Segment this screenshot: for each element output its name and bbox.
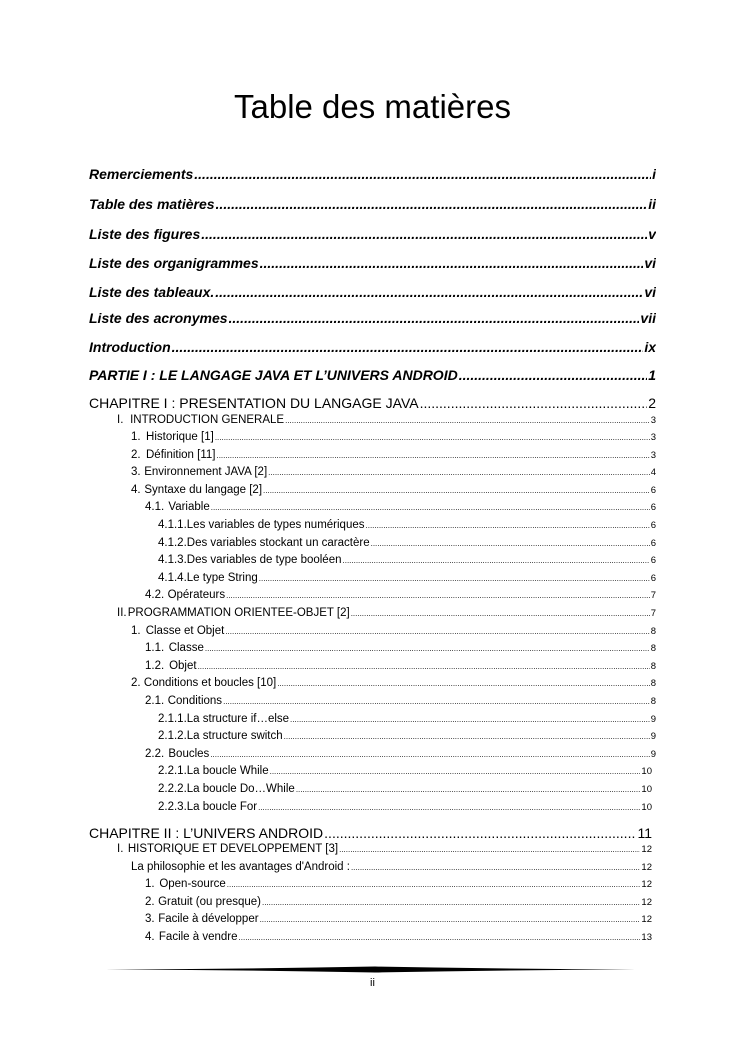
toc-entry-page: 2 — [648, 395, 656, 411]
toc-entry-page: vi — [644, 255, 656, 271]
toc-entry-page: 9 — [650, 731, 656, 742]
dot-leader — [198, 662, 650, 671]
footer-divider — [105, 966, 645, 973]
toc-entry-page: 3 — [650, 415, 656, 426]
toc-entry-page: 10 — [641, 802, 652, 813]
toc-entry[interactable] — [158, 537, 656, 552]
toc-entry-liste-des-organigrammes[interactable] — [89, 255, 656, 273]
toc-entry[interactable] — [131, 431, 656, 446]
toc-entry-label: Facile à développer — [158, 913, 259, 925]
dot-leader — [226, 591, 650, 600]
toc-entry-liste-des-acronymes[interactable] — [89, 310, 656, 328]
toc-entry-page: 6 — [650, 555, 656, 566]
toc-entry-label: Liste des acronymes — [89, 310, 228, 326]
dot-leader — [227, 880, 641, 889]
toc-entry-page: vi — [644, 284, 656, 300]
toc-entry-label: Les variables de types numériques — [186, 519, 365, 531]
toc-entry-remerciements[interactable] — [89, 166, 656, 184]
toc-entry[interactable] — [145, 896, 652, 911]
dot-leader — [277, 679, 649, 688]
toc-entry-page: 9 — [650, 714, 656, 725]
toc-entry-liste-des-figures[interactable] — [89, 226, 656, 244]
toc-entry-page: ix — [644, 339, 656, 355]
toc-entry-number: 2. — [131, 677, 141, 689]
toc-entry-label: CHAPITRE I : PRESENTATION DU LANGAGE JAVA — [89, 395, 419, 411]
toc-entry-number: I. — [117, 843, 124, 855]
toc-entry-label: La boucle For — [186, 801, 258, 813]
toc-entry-page: 12 — [641, 862, 652, 873]
dot-leader — [210, 750, 649, 759]
toc-entry[interactable] — [158, 519, 656, 534]
toc-entry-number: 4. — [145, 931, 155, 943]
toc-entry-label: Objet — [169, 660, 197, 672]
toc-entry-number: 1.1. — [145, 642, 165, 654]
toc-entry-page: 8 — [650, 678, 656, 689]
dot-leader — [263, 486, 650, 495]
dot-leader — [216, 196, 648, 212]
dot-leader — [324, 825, 636, 841]
dot-leader — [268, 468, 650, 477]
dot-leader — [211, 503, 650, 512]
toc-entry-label: Open-source — [159, 878, 226, 890]
toc-entry-page: 1 — [648, 367, 656, 383]
toc-entry[interactable] — [158, 572, 656, 587]
toc-entry-page: 6 — [650, 538, 656, 549]
toc-entry-number: II. — [117, 607, 127, 619]
toc-entry-number: 1. — [145, 878, 155, 890]
dot-leader — [296, 785, 641, 794]
toc-entry-page: 6 — [650, 520, 656, 531]
toc-entry-page: i — [652, 166, 656, 182]
toc-entry-number: 1.2. — [145, 660, 165, 672]
toc-entry[interactable] — [131, 625, 656, 640]
toc-entry-page: 3 — [650, 432, 656, 443]
toc-entry[interactable] — [145, 589, 656, 604]
toc-entry-label: La boucle While — [186, 765, 269, 777]
toc-entry-label: PROGRAMMATION ORIENTEE-OBJET [2] — [127, 607, 350, 619]
toc-entry[interactable] — [131, 861, 652, 876]
toc-entry-label: La structure switch — [186, 730, 283, 742]
dot-leader — [229, 310, 640, 326]
toc-entry[interactable] — [145, 913, 652, 928]
dot-leader — [239, 933, 641, 942]
toc-entry-number: 4.1.1. — [158, 519, 187, 531]
toc-entry[interactable] — [145, 748, 656, 763]
toc-entry[interactable] — [158, 730, 656, 745]
toc-entry-page: 12 — [641, 844, 652, 855]
toc-entry-number: 3. — [131, 466, 141, 478]
toc-entry-page: vii — [640, 310, 656, 326]
toc-entry-label: Remerciements — [89, 166, 194, 182]
toc-entry-page: 7 — [650, 608, 656, 619]
dot-leader — [172, 339, 644, 355]
dot-leader — [215, 433, 650, 442]
dot-leader — [225, 627, 649, 636]
toc-entry[interactable] — [131, 466, 656, 481]
toc-entry[interactable] — [158, 765, 652, 780]
toc-entry-page: 8 — [650, 626, 656, 637]
toc-entry-page: 8 — [650, 661, 656, 672]
toc-entry-page: 10 — [641, 766, 652, 777]
dot-leader — [262, 898, 640, 907]
toc-entry-page: 6 — [650, 573, 656, 584]
toc-entry-chapitre-2[interactable] — [89, 825, 652, 843]
dot-leader — [194, 166, 651, 182]
toc-entry[interactable] — [158, 783, 652, 798]
toc-entry-number: 2.2. — [145, 748, 165, 760]
toc-entry-label: Gratuit (ou presque) — [158, 896, 262, 908]
toc-entry-label: Classe et Objet — [145, 625, 225, 637]
toc-entry-number: 4.1.3. — [158, 554, 187, 566]
toc-entry-label: Liste des figures — [89, 226, 201, 242]
toc-entry-page: 6 — [650, 502, 656, 513]
dot-leader — [285, 416, 650, 425]
toc-entry-number: 2.2.2. — [158, 783, 187, 795]
dot-leader — [366, 521, 650, 530]
toc-entry-page: 9 — [650, 749, 656, 760]
toc-entry-number: 2. — [131, 449, 141, 461]
toc-entry-label: Opérateurs — [167, 589, 226, 601]
toc-entry-page: 7 — [650, 590, 656, 601]
dot-leader — [260, 255, 644, 271]
toc-entry-label: Historique [1] — [146, 431, 214, 443]
toc-entry[interactable] — [131, 484, 656, 499]
dot-leader — [343, 556, 650, 565]
toc-entry-label: Des variables stockant un caractère — [186, 537, 370, 549]
page-title: Table des matières — [234, 88, 511, 125]
toc-entry[interactable] — [145, 642, 656, 657]
toc-entry-number: 2.1.1. — [158, 713, 187, 725]
dot-leader — [216, 451, 649, 460]
toc-entry-number: 4.1.4. — [158, 572, 187, 584]
dot-leader — [351, 609, 650, 618]
toc-entry[interactable] — [131, 449, 656, 464]
toc-entry-label: Conditions et boucles [10] — [143, 677, 277, 689]
toc-entry-number: 2.1.2. — [158, 730, 187, 742]
dot-leader — [205, 644, 650, 653]
toc-entry-label: INTRODUCTION GENERALE — [130, 414, 285, 426]
toc-entry-label: Environnement JAVA [2] — [144, 466, 268, 478]
toc-entry-number: 3. — [145, 913, 155, 925]
toc-entry-page: 12 — [641, 897, 652, 908]
dot-leader — [223, 697, 650, 706]
toc-entry-liste-des-tableaux[interactable] — [89, 284, 656, 302]
toc-entry-number: 1. — [131, 431, 141, 443]
toc-entry-partie-1[interactable] — [89, 367, 656, 385]
toc-entry-label: Définition [11] — [146, 449, 216, 461]
footer-page-number: ii — [370, 977, 375, 989]
toc-entry-number: 1. — [131, 625, 141, 637]
toc-entry-number: 4. — [131, 484, 141, 496]
toc-entry-page: ii — [648, 196, 656, 212]
toc-entry-label: La philosophie et les avantages d'Android : — [131, 861, 350, 873]
dot-leader — [259, 574, 650, 583]
toc-entry-label: La structure if…else — [186, 713, 290, 725]
toc-entry-number: 2.1. — [145, 695, 165, 707]
toc-entry-label: Syntaxe du langage [2] — [144, 484, 263, 496]
toc-entry-page: 11 — [637, 825, 652, 841]
toc-entry-page: 12 — [641, 879, 652, 890]
toc-entry[interactable] — [145, 878, 652, 893]
dot-leader — [215, 284, 643, 300]
dot-leader — [201, 226, 647, 242]
toc-entry[interactable] — [145, 931, 652, 946]
dot-leader — [351, 863, 640, 872]
toc-entry-number: 4.1.2. — [158, 537, 187, 549]
dot-leader — [459, 367, 648, 383]
toc-entry[interactable] — [131, 677, 656, 692]
toc-entry-label: Conditions — [167, 695, 223, 707]
toc-entry-number: 4.2. — [145, 589, 165, 601]
dot-leader — [290, 715, 650, 724]
toc-entry-table-des-matieres[interactable] — [89, 196, 656, 214]
toc-entry-page: 8 — [650, 643, 656, 654]
toc-entry-page: 3 — [650, 450, 656, 461]
toc-entry-label: Variable — [168, 501, 210, 513]
dot-leader — [371, 539, 650, 548]
dot-leader — [270, 767, 641, 776]
toc-entry-label: HISTORIQUE ET DEVELOPPEMENT [3] — [127, 843, 339, 855]
toc-entry-label: Le type String — [186, 572, 258, 584]
toc-entry[interactable] — [145, 695, 656, 710]
toc-entry[interactable] — [117, 843, 652, 858]
dot-leader — [284, 732, 650, 741]
toc-entry[interactable] — [158, 554, 656, 569]
toc-entry-label: Classe — [168, 642, 204, 654]
dot-leader — [258, 803, 640, 812]
dot-leader — [339, 845, 640, 854]
toc-entry-label: Des variables de type booléen — [186, 554, 342, 566]
toc-entry-label: Boucles — [168, 748, 210, 760]
toc-entry-number: 2. — [145, 896, 155, 908]
toc-entry-page: 10 — [641, 784, 652, 795]
toc-entry-label: Facile à vendre — [158, 931, 238, 943]
toc-entry-page: 12 — [641, 914, 652, 925]
toc-entry-number: 2.2.3. — [158, 801, 187, 813]
toc-entry-number: 2.2.1. — [158, 765, 187, 777]
toc-entry[interactable] — [158, 713, 656, 728]
toc-entry-page: v — [648, 226, 656, 242]
toc-entry-number: I. — [117, 414, 124, 426]
toc-entry-page: 6 — [650, 485, 656, 496]
toc-entry[interactable] — [145, 660, 656, 675]
toc-entry[interactable] — [117, 414, 656, 429]
toc-entry[interactable] — [145, 501, 656, 516]
toc-entry-label: Table des matières — [89, 196, 215, 212]
toc-entry[interactable] — [117, 607, 656, 622]
toc-entry-page: 4 — [650, 467, 656, 478]
toc-entry-label: PARTIE I : LE LANGAGE JAVA ET L’UNIVERS ANDROID — [89, 367, 458, 383]
toc-entry-page: 8 — [650, 696, 656, 707]
toc-entry-label: Introduction — [89, 339, 171, 355]
toc-entry-label: La boucle Do…While — [186, 783, 295, 795]
dot-leader — [420, 395, 648, 411]
toc-entry-label: CHAPITRE II : L’UNIVERS ANDROID — [89, 825, 324, 841]
toc-entry-page: 13 — [641, 932, 652, 943]
toc-entry[interactable] — [158, 801, 652, 816]
toc-entry-introduction[interactable] — [89, 339, 656, 357]
toc-entry-number: 4.1. — [145, 501, 165, 513]
toc-entry-chapitre-1[interactable] — [89, 395, 656, 413]
toc-entry-label: Liste des organigrammes — [89, 255, 259, 271]
dot-leader — [260, 915, 641, 924]
toc-entry-label: Liste des tableaux. — [89, 284, 215, 300]
